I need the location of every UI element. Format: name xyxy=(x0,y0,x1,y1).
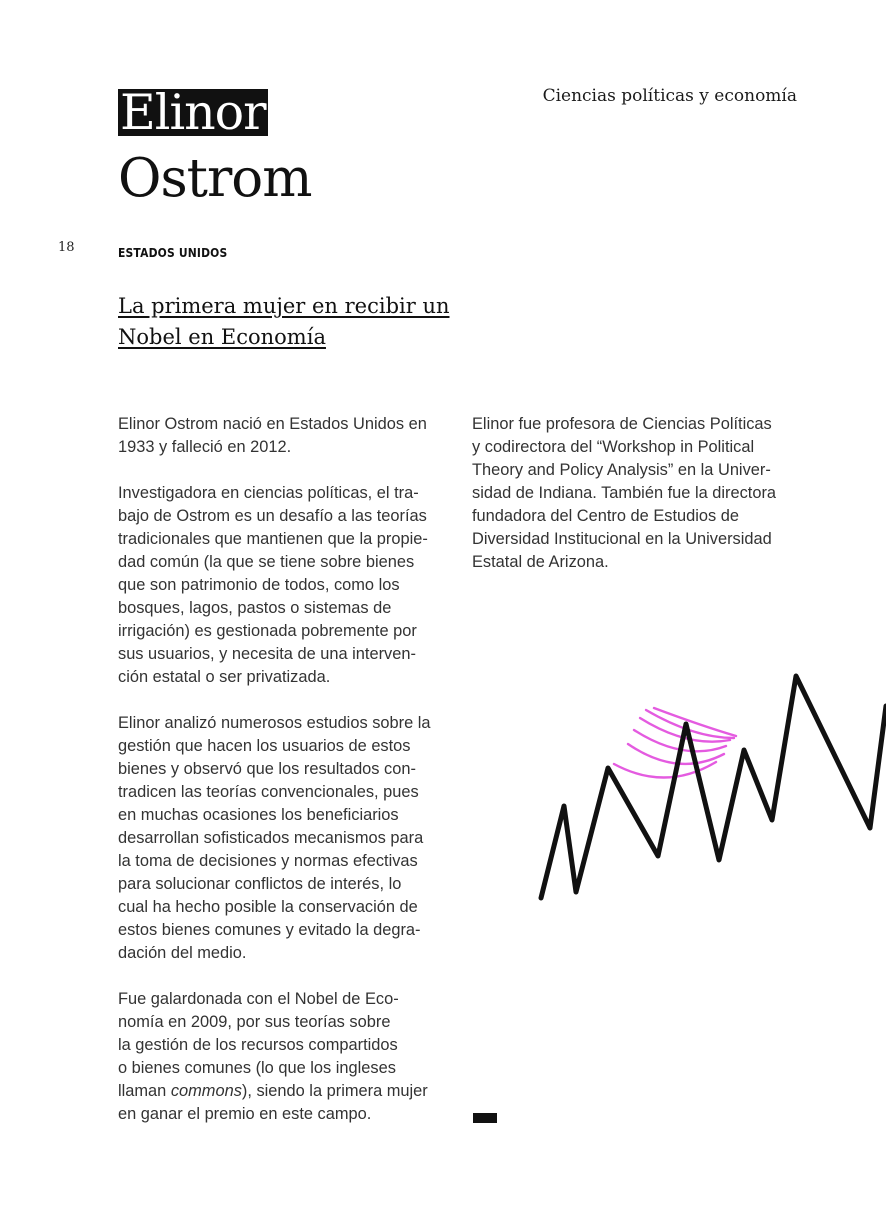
text-line: bienes y observó que los resultados con- xyxy=(118,760,416,778)
text-line: Theory and Policy Analysis” en la Univer- xyxy=(472,461,771,479)
subtitle-line: La primera mujer en recibir un xyxy=(118,294,450,318)
text-line: Fue galardonada con el Nobel de Eco- xyxy=(118,990,399,1008)
text-line: gestión que hacen los usuarios de estos xyxy=(118,737,411,755)
zigzag-line xyxy=(541,676,886,898)
text-line: en muchas ocasiones los beneficiarios xyxy=(118,806,399,824)
end-of-article-mark xyxy=(473,1113,497,1123)
text-line: dad común (la que se tiene sobre bienes xyxy=(118,553,415,571)
text-line: sidad de Indiana. También fue la directora xyxy=(472,484,777,502)
text-line: Investigadora en ciencias políticas, el tra- xyxy=(118,484,419,502)
text-line: sus usuarios, y necesita de una interven- xyxy=(118,645,416,663)
text-line: bajo de Ostrom es un desafío a las teorías xyxy=(118,507,427,525)
text-line: desarrollan sofisticados mecanismos para xyxy=(118,829,424,847)
text-fragment: llaman xyxy=(118,1082,171,1100)
subtitle xyxy=(118,291,498,353)
text-line: estos bienes comunes y evitado la degra- xyxy=(118,921,421,939)
right-column xyxy=(472,413,812,574)
text-line: Diversidad Institucional en la Universidad xyxy=(472,530,772,548)
text-line: para solucionar conflictos de interés, lo xyxy=(118,875,402,893)
paragraph xyxy=(118,413,458,459)
text-line: la toma de decisiones y normas efectivas xyxy=(118,852,418,870)
country-label: ESTADOS UNIDOS xyxy=(118,245,228,260)
section-label: Ciencias políticas y economía xyxy=(542,86,797,106)
paragraph xyxy=(118,482,458,689)
text-line: Estatal de Arizona. xyxy=(472,553,609,571)
page-number: 18 xyxy=(58,240,75,255)
text-line: bosques, lagos, pastos o sistemas de xyxy=(118,599,392,617)
text-line: o bienes comunes (lo que los ingleses xyxy=(118,1059,396,1077)
text-line: en ganar el premio en este campo. xyxy=(118,1105,372,1123)
text-line: dación del medio. xyxy=(118,944,247,962)
text-line xyxy=(118,1080,458,1103)
text-line: Elinor analizó numerosos estudios sobre la xyxy=(118,714,431,732)
text-fragment: ), siendo la primera mujer xyxy=(241,1082,428,1100)
paragraph xyxy=(118,988,458,1126)
paragraph xyxy=(472,413,812,574)
text-line: fundadora del Centro de Estudios de xyxy=(472,507,739,525)
text-line: cual ha hecho posible la conservación de xyxy=(118,898,418,916)
text-line: 1933 y falleció en 2012. xyxy=(118,438,292,456)
left-column xyxy=(118,413,458,1126)
text-line: ción estatal o ser privatizada. xyxy=(118,668,331,686)
text-line: tradicen las teorías convencionales, pues xyxy=(118,783,419,801)
subtitle-line: Nobel en Economía xyxy=(118,325,326,349)
paragraph xyxy=(118,712,458,965)
text-line: nomía en 2009, por sus teorías sobre xyxy=(118,1013,391,1031)
text-line: irrigación) es gestionada pobremente por xyxy=(118,622,417,640)
mountain-doodle-illustration xyxy=(530,660,886,910)
text-line: que son patrimonio de todos, como los xyxy=(118,576,400,594)
last-name: Ostrom xyxy=(118,148,312,209)
text-line: Elinor Ostrom nació en Estados Unidos en xyxy=(118,415,427,433)
text-line: y codirectora del “Workshop in Political xyxy=(472,438,755,456)
text-line: la gestión de los recursos compartidos xyxy=(118,1036,398,1054)
text-line: tradicionales que mantienen que la propie- xyxy=(118,530,428,548)
first-name: Elinor xyxy=(120,84,266,141)
text-line: Elinor fue profesora de Ciencias Políticas xyxy=(472,415,772,433)
emphasized-word: commons xyxy=(170,1082,242,1100)
